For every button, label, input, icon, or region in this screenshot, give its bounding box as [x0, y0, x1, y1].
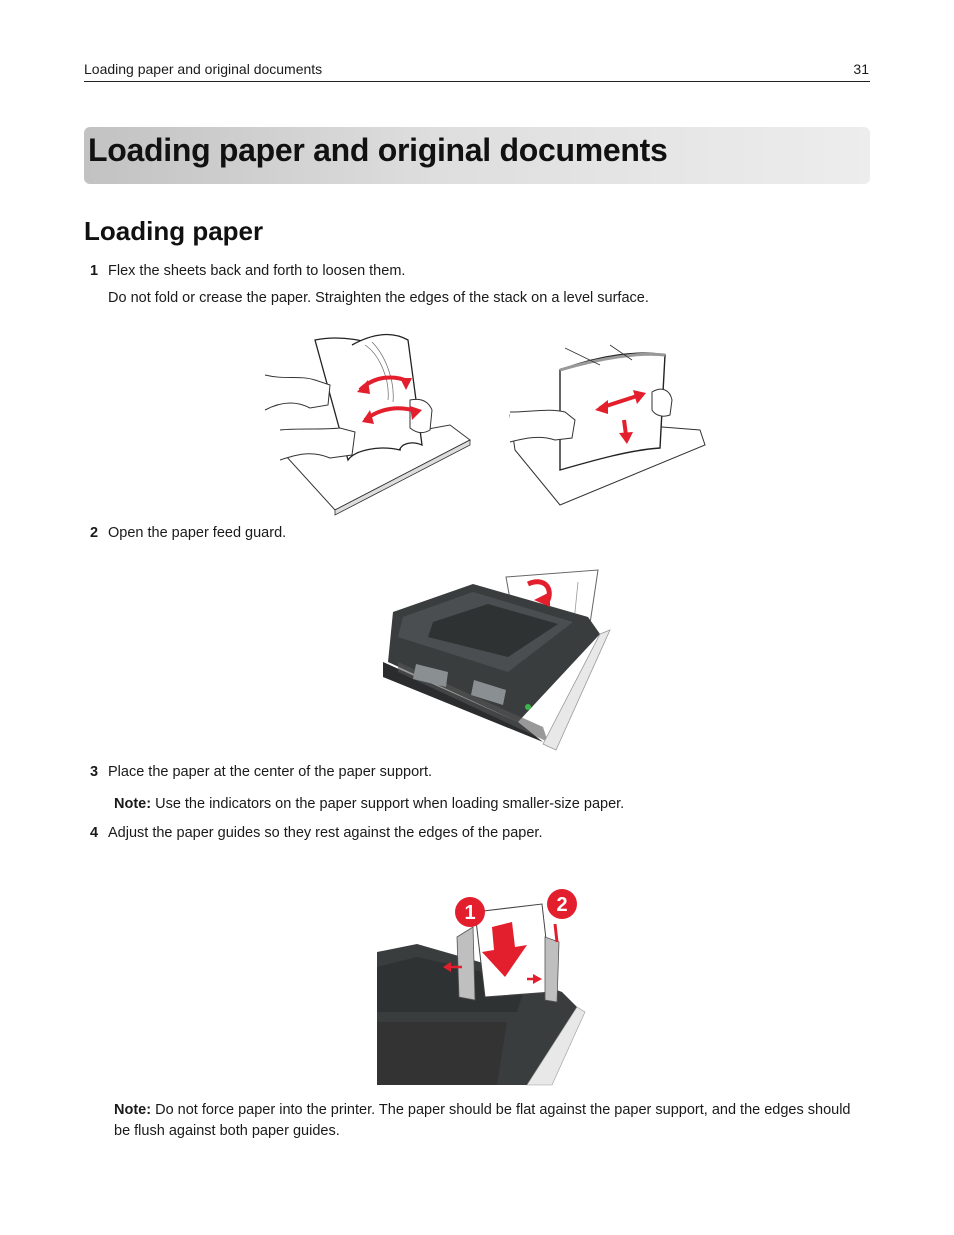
page-number: 31: [853, 61, 869, 77]
final-note: [114, 1100, 854, 1142]
step-3-note-text: Use the indicators on the paper support when loading smaller-size paper.: [151, 796, 625, 812]
figure-flex-paper: [260, 320, 720, 510]
step-2-number: 2: [90, 525, 99, 541]
step-4-number: 4: [90, 825, 99, 841]
step-3-note: [114, 794, 624, 815]
final-note-text: Do not force paper into the printer. The paper should be flat against the paper support, and the edges should be flush against both paper guides.: [114, 1102, 851, 1139]
running-header-title: Loading paper and original documents: [84, 61, 323, 77]
final-note-label: Note:: [114, 1102, 152, 1118]
step-3-number: 3: [90, 764, 99, 780]
chapter-title-band: [84, 127, 870, 184]
figure-paper-guides: [377, 882, 587, 1085]
step-2-text: Open the paper feed guard.: [108, 525, 287, 541]
header-rule: [84, 81, 870, 82]
step-4-text: Adjust the paper guides so they rest against the edges of the paper.: [108, 825, 543, 841]
callout-2-number: 2: [556, 894, 568, 916]
step-1-text: Flex the sheets back and forth to loosen them.: [108, 263, 406, 279]
step-1-number: 1: [90, 263, 99, 279]
section-title: Loading paper: [84, 216, 264, 246]
callout-1-number: 1: [464, 902, 476, 924]
step-1-subtext: Do not fold or crease the paper. Straighten the edges of the stack on a level surface.: [108, 290, 649, 306]
chapter-title: Loading paper and original documents: [88, 132, 668, 168]
step-3-note-label: Note:: [114, 796, 152, 812]
step-3-text: Place the paper at the center of the paper support.: [108, 764, 433, 780]
figure-printer-feed-guard: [378, 562, 613, 750]
